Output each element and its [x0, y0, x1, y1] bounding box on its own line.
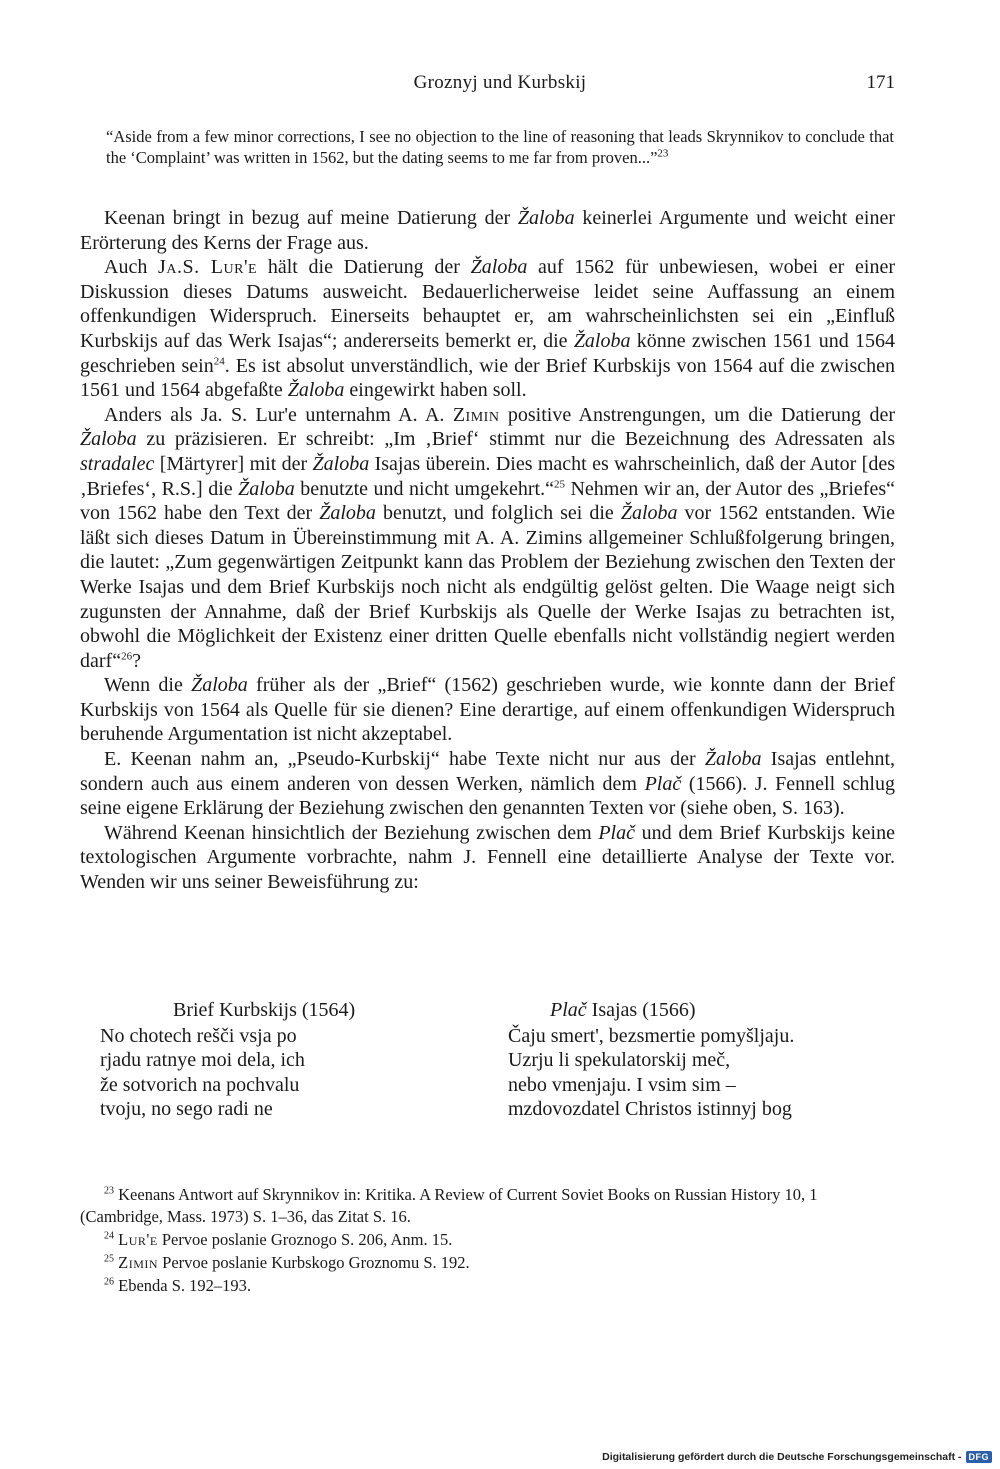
- italic-term: Plač: [550, 999, 587, 1021]
- text-run: Anders als Ja. S. Lur'e unternahm A. A.: [104, 403, 453, 426]
- credit-text: Digitalisierung gefördert durch die Deutsche Forschungsgemeinschaft -: [602, 1451, 962, 1463]
- page-number: 171: [866, 72, 895, 93]
- footnote-text: Keenans Antwort auf Skrynnikov in: Kritika. A Review of Current Soviet Books on Russian History 10, 1 (Cambridge, Mass. 1973) S. 1–36, das Zitat S. 16.: [80, 1185, 818, 1226]
- text-run: . Es ist absolut unverständlich, wie der Brief Kurbskijs von 1564 auf die zwischen 1561 und 1564 abgefaßte: [80, 354, 895, 402]
- comparison-right-column: [508, 998, 794, 1122]
- text-run: vor 1562 entstanden. Wie läßt sich dieses Datum in Übereinstimmung mit A. A. Zimins allgemeiner Schlußfolgerung bringen, die lautet: „Zum gegenwärtigen Zeitpunkt kann das Problem der Beziehung zwischen den Texten der Werke Isajas und dem Brief Kurbskijs noch nicht als endgültig gelöst gelten. Die Waage neigt sich zugunsten der Annahme, daß der Brief Kurbskijs als Quelle der Werke Isajas zu betrachten ist, obwohl die Möglichkeit der Existenz einer dritten Quelle ebenfalls nicht vollständig negiert werden darf“: [80, 502, 895, 672]
- text-run: benutzte und nicht umgekehrt.“: [294, 477, 554, 500]
- dfg-logo-icon: DFG: [966, 1451, 993, 1463]
- footnote-text: Ebenda S. 192–193.: [118, 1276, 252, 1295]
- text-run: (1566). J. Fennell schlug seine eigene Erklärung der Beziehung zwischen den genannten Texten vor (siehe oben, S. 163).: [80, 772, 895, 820]
- paragraph-2: [80, 255, 895, 403]
- running-title: Groznyj und Kurbskij: [413, 72, 587, 93]
- comparison-line: tvoju, no sego radi ne: [100, 1098, 273, 1121]
- text-run: Keenan bringt in bezug auf meine Datierung der: [104, 207, 518, 229]
- text-run: benutzt, und folglich sei die: [375, 502, 621, 525]
- footnote-text: Pervoe poslanie Kurbskogo Groznomu S. 192.: [158, 1253, 470, 1272]
- author-name: Zimin: [118, 1253, 159, 1272]
- italic-term: Plač: [598, 821, 635, 844]
- comparison-line: rjadu ratnye moi dela, ich: [100, 1049, 305, 1072]
- text-run: Nehmen wir an, der Autor des „Briefes“ von 1562 habe den Text der: [80, 477, 895, 525]
- footnote-26: [80, 1275, 895, 1297]
- body-text: [80, 206, 895, 895]
- footnote-25: [80, 1252, 895, 1274]
- italic-term: Žaloba: [191, 674, 248, 697]
- footnote-number: 23: [104, 1185, 114, 1197]
- comparison-line: No chotech rešči vsja po: [100, 1024, 297, 1047]
- text-run: auf 1562 für unbewiesen, wobei er einer Diskussion dieses Datums ausweicht. Bedauerlicherweise leidet seine Auffassung an einem offenkundigen Widerspruch. Einerseits behauptet er, am wahrscheinlichsten sei ein „Einfluß Kurbskijs auf das Werk Isajas“; andererseits bemerkt er, die: [80, 256, 896, 352]
- paragraph-1: [80, 206, 895, 255]
- footnotes: [80, 1184, 895, 1298]
- text-run: zu präzisieren. Er schreibt: „Im ‚Brief‘ stimmt nur die Bezeichnung des Adressaten als: [136, 428, 895, 451]
- italic-term: Žaloba: [620, 502, 678, 525]
- text-run: ?: [132, 649, 141, 672]
- text-run: früher als der „Brief“ (1562) geschrieben wurde, wie konnte dann der Brief Kurbskijs von 1564 als Quelle für sie dienen? Eine derartige, auf einem offenkundigen Widerspruch beruhende Argumentation ist nicht akzeptabel.: [80, 674, 895, 746]
- italic-term: Žaloba: [80, 428, 137, 451]
- text-comparison: [80, 998, 895, 1128]
- text-run: Isajas (1566): [586, 999, 696, 1021]
- footnote-number: 26: [104, 1276, 114, 1288]
- author-name: Zimin: [452, 403, 500, 426]
- italic-term: Žaloba: [238, 477, 295, 500]
- footnote-text: Pervoe poslanie Groznogo S. 206, Anm. 15.: [157, 1230, 453, 1249]
- text-run: und dem Brief Kurbskijs keine textologischen Argumente vorbrachte, nahm J. Fennell eine detaillierte Analyse der Texte vor. Wenden wir uns seiner Beweisführung zu:: [80, 821, 895, 894]
- text-run: hält die Datierung der: [257, 256, 471, 279]
- comparison-line: mzdovozdatel Christos istinnyj bog: [508, 1098, 792, 1121]
- text-run: Während Keenan hinsichtlich der Beziehung zwischen dem: [104, 821, 599, 844]
- text-run: Wenn die: [104, 674, 192, 697]
- comparison-line: nebo vmenjaju. I vsim sim –: [508, 1073, 736, 1096]
- comparison-line: Čaju smert', bezsmertie pomyšljaju.: [508, 1024, 795, 1047]
- comparison-left-heading: Brief Kurbskijs (1564): [173, 999, 356, 1021]
- italic-term: stradalec: [80, 452, 155, 475]
- footnote-number: 25: [104, 1253, 114, 1265]
- italic-term: Žaloba: [517, 207, 575, 229]
- page-header: [105, 72, 895, 102]
- italic-term: Žaloba: [312, 452, 370, 475]
- comparison-line: Uzrju li spekulatorskij meč,: [508, 1049, 731, 1072]
- footnote-24: [80, 1229, 895, 1251]
- italic-term: Žaloba: [470, 256, 528, 279]
- text-run: [Märtyrer] mit der: [154, 452, 313, 475]
- block-quote: [106, 126, 894, 168]
- italic-term: Plač: [644, 772, 682, 795]
- text-run: eingewirkt haben soll.: [344, 379, 527, 402]
- comparison-left-column: [100, 998, 355, 1122]
- paragraph-5: [80, 747, 895, 821]
- text-run: könne zwischen 1561 und 1564 geschrieben sein: [80, 329, 896, 377]
- italic-term: Žaloba: [704, 748, 762, 771]
- paragraph-4: [80, 673, 895, 747]
- author-name: Ja.S. Lur'e: [158, 256, 258, 279]
- comparison-line: že sotvorich na pochvalu: [100, 1073, 300, 1096]
- text-run: keinerlei Argumente und weicht einer Erörterung des Kerns der Frage aus.: [80, 207, 896, 254]
- text-run: Auch: [104, 256, 159, 279]
- paragraph-3: [80, 403, 895, 674]
- footnote-ref-24: 24: [213, 354, 225, 367]
- text-run: Isajas entlehnt, sondern auch aus einem anderen von dessen Werken, nämlich dem: [80, 748, 895, 795]
- comparison-right-heading: [508, 998, 794, 1023]
- paragraph-6: [80, 821, 895, 895]
- text-run: E. Keenan nahm an, „Pseudo-Kurbskij“ habe Texte nicht nur aus der: [104, 748, 705, 771]
- footnote-ref-23: 23: [657, 147, 669, 160]
- author-name: Lur'e: [118, 1230, 158, 1249]
- digitization-credit: [602, 1451, 992, 1463]
- footnote-ref-26: 26: [121, 650, 133, 663]
- italic-term: Žaloba: [573, 329, 631, 352]
- italic-term: Žaloba: [287, 379, 345, 402]
- quote-text: “Aside from a few minor corrections, I see no objection to the line of reasoning that leads Skrynnikov to conclude that the ‘Complaint’ was written in 1562, but the dating seems to me far from proven...”: [106, 127, 894, 167]
- footnote-ref-25: 25: [553, 477, 565, 490]
- footnote-23: [80, 1184, 895, 1228]
- footnote-number: 24: [104, 1230, 114, 1242]
- text-run: Isajas überein. Dies macht es wahrscheinlich, daß der Autor [des ‚Briefes‘, R.S.] die: [80, 452, 895, 500]
- italic-term: Žaloba: [319, 502, 376, 525]
- text-run: positive Anstrengungen, um die Datierung der: [499, 403, 896, 426]
